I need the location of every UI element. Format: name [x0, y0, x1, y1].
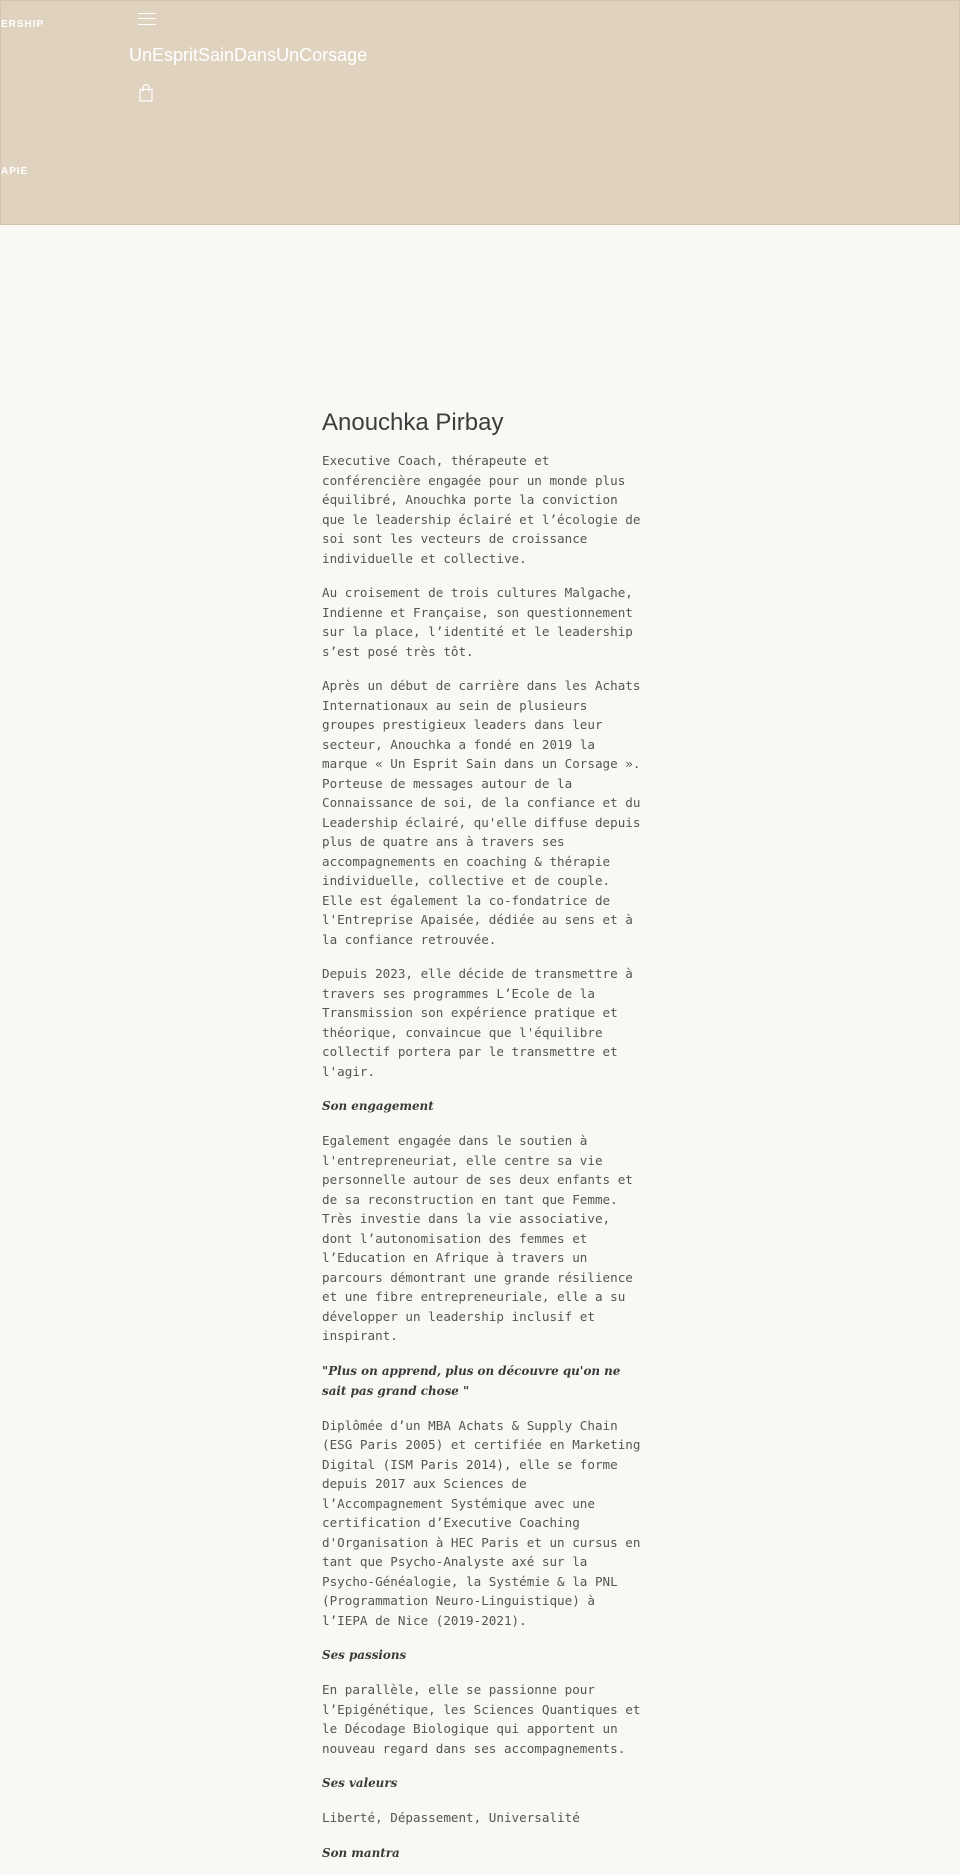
menu-line [138, 18, 156, 19]
values-heading: Ses valeurs [322, 1776, 398, 1790]
site-title[interactable]: UnEspritSainDansUnCorsage [129, 45, 368, 65]
site-header [0, 0, 960, 225]
page-title: Anouchka Pirbay [322, 409, 504, 436]
education-paragraph: Diplômée d’un MBA Achats & Supply Chain (ESG Paris 2005) et certifiée en Marketing Digital (ISM Paris 2014), elle se forme depuis 2017 aux Sciences de l’Accompagnement Systémique avec une certification d’Executive Coaching d'Organisation à HEC Paris et un cursus en tant que Psycho-Analyste axé sur la Psycho-Généalogie, la Systémie & la PNL (Programmation Neuro-Linguistique) à l’IEPA de Nice (2019-2021). [322, 1417, 641, 1628]
hamburger-menu-icon[interactable] [138, 12, 156, 26]
cultures-paragraph: Au croisement de trois cultures Malgache, Indienne et Française, son questionnement sur la place, l’identité et le leadership s’est posé très tôt. [322, 585, 633, 659]
menu-line [138, 24, 156, 25]
mantra-heading: Son mantra [322, 1845, 400, 1860]
engagement-heading: Son engagement [322, 1099, 434, 1113]
career-paragraph: Après un début de carrière dans les Achats Internationaux au sein de plusieurs groupes prestigieux leaders dans leur secteur, Anouchka a fondé en 2019 la marque « Un Esprit Sain dans un Corsage ». Porteuse de messages autour de la Connaissance de soi, de la confiance et du Leadership éclairé, qu'elle diffuse depuis plus de quatre ans à travers ses accompagnements en coaching & thérapie individuelle, collective et de couple. Elle est également la co-fondatrice de l'Entreprise Apaisée, dédiée au sens et à la confiance retrouvée. [322, 678, 641, 947]
shopping-bag-icon[interactable] [139, 84, 153, 102]
nav-item-leadership[interactable]: ERSHIP [1, 19, 45, 30]
main-content [322, 405, 642, 1875]
engagement-paragraph: Egalement engagée dans le soutien à l'entrepreneuriat, elle centre sa vie personnelle autour de ses deux enfants et de sa reconstruction en tant que Femme. Très investie dans la vie associative, dont l’autonomisation des femmes et l’Education en Afrique à travers un parcours démontrant une grande résilience et une fibre entrepreneuriale, elle a su développer un leadership inclusif et inspirant. [322, 1133, 633, 1343]
passions-heading: Ses passions [322, 1648, 407, 1662]
transmission-paragraph: Depuis 2023, elle décide de transmettre à travers ses programmes L’Ecole de la Transmission son expérience pratique et théorique, convaincue que l'équilibre collectif portera par le transmettre et l'agir. [322, 966, 633, 1079]
passions-paragraph: En parallèle, elle se passionne pour l’Epigénétique, les Sciences Quantiques et le Décodage Biologique qui apportent un nouveau regard dans ses accompagnements. [322, 1682, 641, 1756]
menu-line [138, 13, 156, 14]
quote-text: "Plus on apprend, plus on découvre qu'on ne sait pas grand chose " [322, 1363, 621, 1398]
nav-item-therapie[interactable]: APIE [1, 166, 29, 177]
values-paragraph: Liberté, Dépassement, Universalité [322, 1810, 580, 1825]
intro-paragraph: Executive Coach, thérapeute et conférencière engagée pour un monde plus équilibré, Anouchka porte la conviction que le leadership éclairé et l’écologie de soi sont les vecteurs de croissance individuelle et collective. [322, 453, 641, 566]
